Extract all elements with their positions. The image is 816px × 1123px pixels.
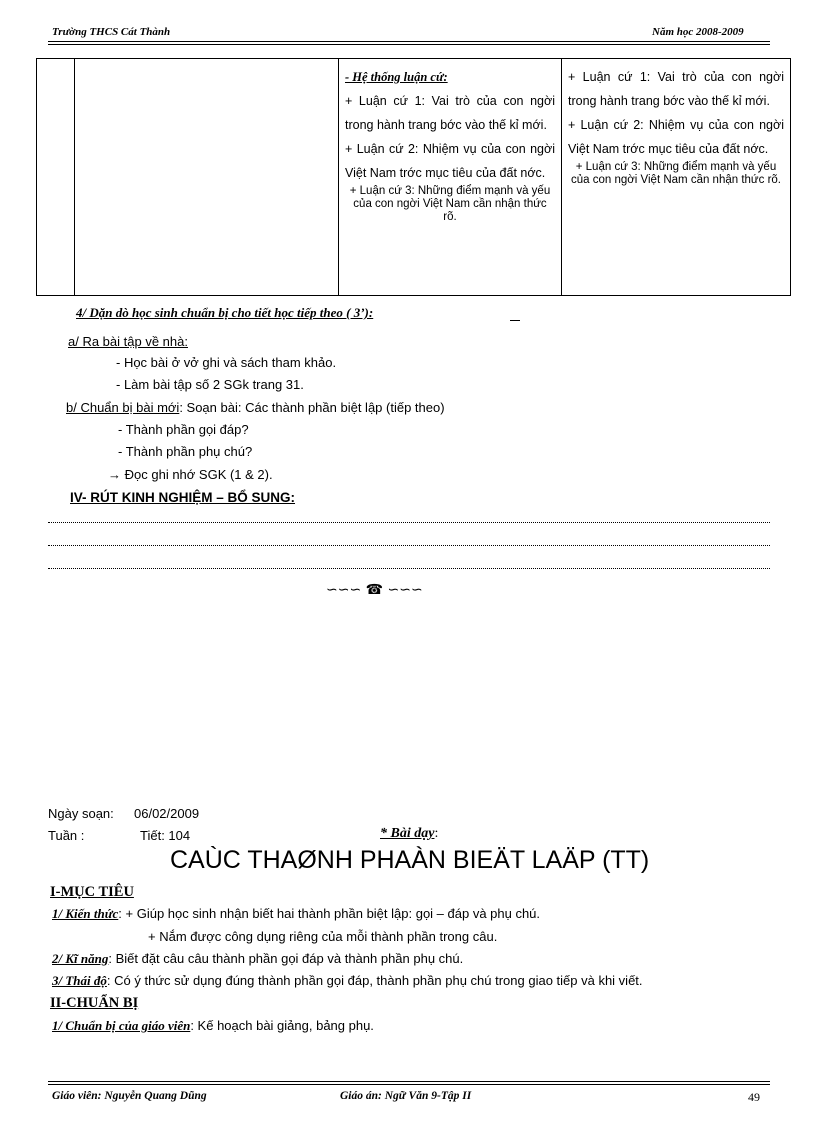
week-label: Tuần :: [48, 828, 85, 843]
argument-1: + Luận cứ 1: Vai trò của con ngời trong hành trang bớc vào thế kỉ mới.: [345, 94, 555, 132]
objectives-heading: I-MỤC TIÊU: [50, 884, 134, 900]
lesson-table: [36, 58, 791, 296]
footer-rule-2: [48, 1084, 770, 1085]
arguments-heading: - Hệ thống luận cứ:: [345, 70, 448, 84]
dotted-line-1: [48, 522, 770, 523]
table-cell-arguments-answer: [562, 59, 791, 296]
period-label: Tiết: 104: [140, 828, 191, 843]
homework-a1: - Học bài ở vở ghi và sách tham khảo.: [116, 355, 337, 370]
teacher-prep-text: : Kế hoạch bài giảng, bảng phụ.: [190, 1018, 374, 1033]
homework-b-label: b/ Chuẩn bị bài mới: [66, 400, 180, 415]
date-value: 06/02/2009: [134, 806, 200, 821]
knowledge-label: 1/ Kiến thức: [52, 906, 119, 921]
footer-teacher: Giáo viên: Nguyễn Quang Dũng: [52, 1090, 207, 1102]
homework-a2: - Làm bài tập số 2 SGk trang 31.: [116, 377, 304, 392]
teacher-prep-label: 1/ Chuẩn bị của giáo viên: [52, 1018, 191, 1033]
lesson-colon: :: [434, 826, 439, 841]
lesson-title: CAÙC THAØNH PHAÀN BIEÄT LAÄP (TT): [170, 846, 650, 874]
table-cell-empty-2: [75, 59, 339, 296]
header-rule-2: [48, 44, 770, 45]
homework-title: 4/ Dặn dò học sinh chuẩn bị cho tiết học tiếp theo ( 3’):: [76, 305, 374, 320]
arrow-icon: →: [108, 467, 121, 482]
attitude-text: : Có ý thức sử dụng đúng thành phần gọi đáp, thành phần phụ chú trong giao tiếp và khi viết.: [106, 973, 643, 988]
skill-label: 2/ Kĩ năng: [52, 951, 109, 966]
school-year: Năm học 2008-2009: [652, 26, 744, 38]
argument-3: + Luận cứ 3: Những điểm mạnh và yếu của con ngời Việt Nam cần nhận thức rõ.: [349, 185, 551, 223]
answer-argument-2: + Luận cứ 2: Nhiệm vụ của con ngời Việt Nam trớc mục tiêu của đất nớc.: [568, 118, 784, 156]
dotted-line-2: [48, 545, 770, 546]
footer-plan: Giáo án: Ngữ Văn 9-Tập II: [340, 1090, 472, 1102]
table-cell-arguments: [339, 59, 562, 296]
review-title: IV- RÚT KINH NGHIỆM – BỔ SUNG:: [70, 490, 296, 505]
homework-b3: Đọc ghi nhớ SGK (1 & 2).: [124, 467, 273, 482]
skill-text: : Biết đặt câu câu thành phần gọi đáp và thành phần phụ chú.: [108, 951, 464, 966]
homework-a-label: a/ Ra bài tập về nhà:: [68, 334, 188, 349]
page-number: 49: [748, 1090, 760, 1104]
header-rule: [48, 41, 770, 42]
footer-rule: [48, 1081, 770, 1082]
table-cell-empty-1: [37, 59, 75, 296]
date-label: Ngày soạn:: [48, 806, 114, 821]
dotted-line-3: [48, 568, 770, 569]
argument-2: + Luận cứ 2: Nhiệm vụ của con ngời Việt Nam trớc mục tiêu của đất nớc.: [345, 142, 555, 180]
cursor-mark: [510, 320, 520, 321]
knowledge-text-1: : + Giúp học sinh nhận biết hai thành phần biệt lập: gọi – đáp và phụ chú.: [118, 906, 541, 921]
homework-b2: - Thành phần phụ chú?: [118, 444, 253, 459]
homework-b-text: : Soạn bài: Các thành phần biệt lập (tiếp theo): [179, 400, 445, 415]
prep-heading: II-CHUẨN BỊ: [50, 995, 139, 1011]
ornament-divider: ∽∽∽ ☎ ∽∽∽: [326, 582, 423, 598]
knowledge-text-2: + Nắm được công dụng riêng của mỗi thành phần trong câu.: [148, 929, 498, 944]
lesson-label: * Bài dạy: [380, 826, 435, 841]
school-name: Trường THCS Cát Thành: [52, 26, 171, 38]
answer-argument-3: + Luận cứ 3: Những điểm mạnh và yếu của con ngời Việt Nam cần nhận thức rõ.: [570, 161, 781, 186]
homework-b1: - Thành phần gọi đáp?: [118, 422, 249, 437]
answer-argument-1: + Luận cứ 1: Vai trò của con ngời trong hành trang bớc vào thế kỉ mới.: [568, 70, 784, 108]
attitude-label: 3/ Thái độ: [52, 973, 107, 988]
